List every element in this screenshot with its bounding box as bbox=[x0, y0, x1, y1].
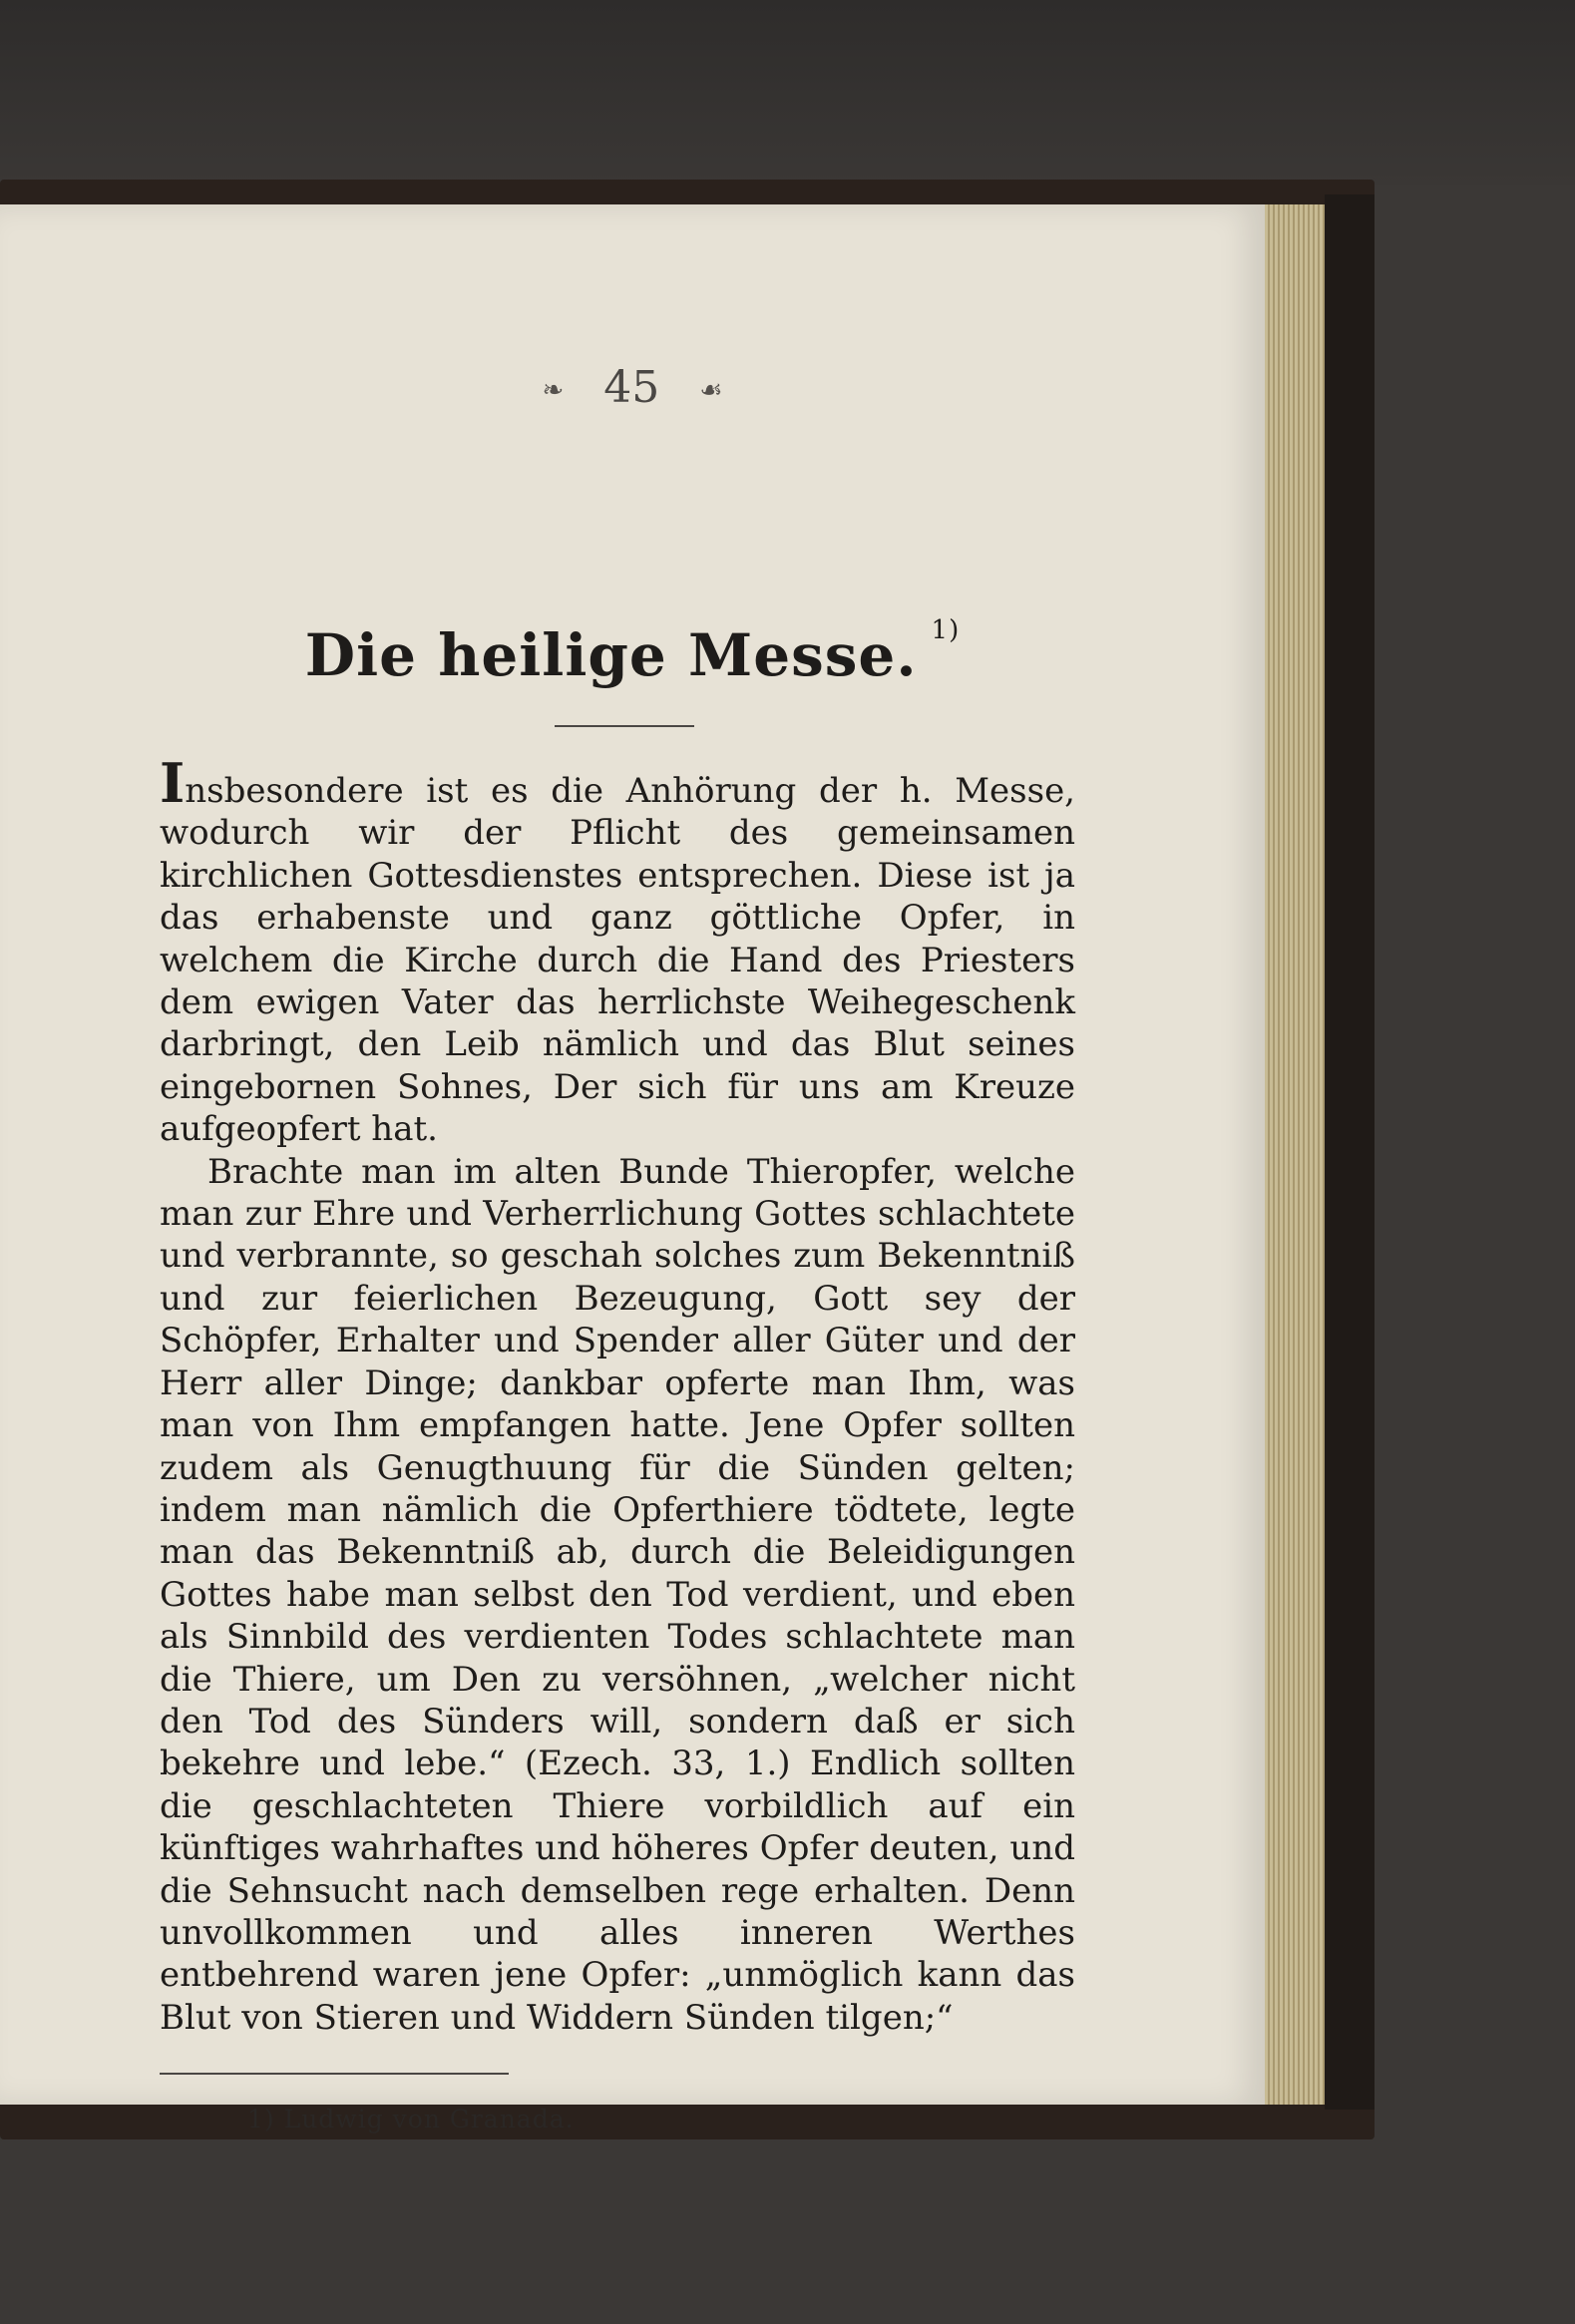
title-footnote-marker: 1) bbox=[931, 615, 961, 645]
title-divider bbox=[555, 725, 694, 727]
footnote: 1) Ludwig von Granada. bbox=[247, 2105, 575, 2133]
paragraph-1 bbox=[160, 751, 1075, 1151]
paragraph-2: Brachte man im alten Bunde Thieropfer, welche man zur Ehre und Verherrlichung Gottes schlachtete und verbrannte, so geschah solches zum Bekenntniß und zur feierlichen Bezeugung, Gott sey der Schöpfer, Erhalter und Spender aller Güter und der Herr aller Dinge; dankbar opferte man Ihm, was man von Ihm empfangen hatte. Jene Opfer sollten zudem als Genugthuung für die Sünden gelten; indem man nämlich die Opferthiere tödtete, legte man das Bekenntniß ab, durch die Beleidigungen Gottes habe man selbst den Tod verdient, und eben als Sinnbild des verdienten Todes schlachtete man die Thiere, um Den zu versöhnen, „welcher nicht den Tod des Sünders will, sondern daß er sich bekehre und lebe.“ (Ezech. 33, 1.) Endlich sollten die geschlachteten Thiere vorbildlich auf ein künftiges wahrhaftes und höheres Opfer deuten, und die Sehnsucht nach demselben rege erhalten. Denn unvollkommen und alles inneren Werthes entbehrend waren jene Opfer: „unmöglich kann das Blut von Stieren und Widdern Sünden tilgen;“ bbox=[160, 1151, 1075, 2038]
left-ornament-icon: ❧ bbox=[542, 375, 565, 406]
book-spine bbox=[1325, 194, 1375, 2110]
initial-letter: I bbox=[160, 751, 186, 815]
page-number: 45 bbox=[603, 362, 660, 413]
chapter-title bbox=[0, 615, 1265, 689]
footnote-divider bbox=[160, 2073, 509, 2075]
chapter-title-text: Die heilige Messe. bbox=[304, 621, 918, 689]
right-ornament-icon: ☙ bbox=[699, 375, 723, 406]
body-text bbox=[160, 751, 1075, 2039]
book-page bbox=[0, 204, 1265, 2133]
page-header bbox=[0, 362, 1265, 413]
page-edges bbox=[1265, 204, 1325, 2105]
background-top bbox=[0, 0, 1575, 185]
paragraph-1-text: nsbesondere ist es die Anhörung der h. Messe, wodurch wir der Pflicht des gemeinsamen kirchlichen Gottesdienstes entsprechen. Diese ist ja das erhabenste und ganz göttliche Opfer, in welchem die Kirche durch die Hand des Priesters dem ewigen Vater das herrlichste Weihegeschenk darbringt, den Leib nämlich und das Blut seines eingebornen Sohnes, Der sich für uns am Kreuze aufgeopfert hat. bbox=[160, 771, 1075, 1150]
